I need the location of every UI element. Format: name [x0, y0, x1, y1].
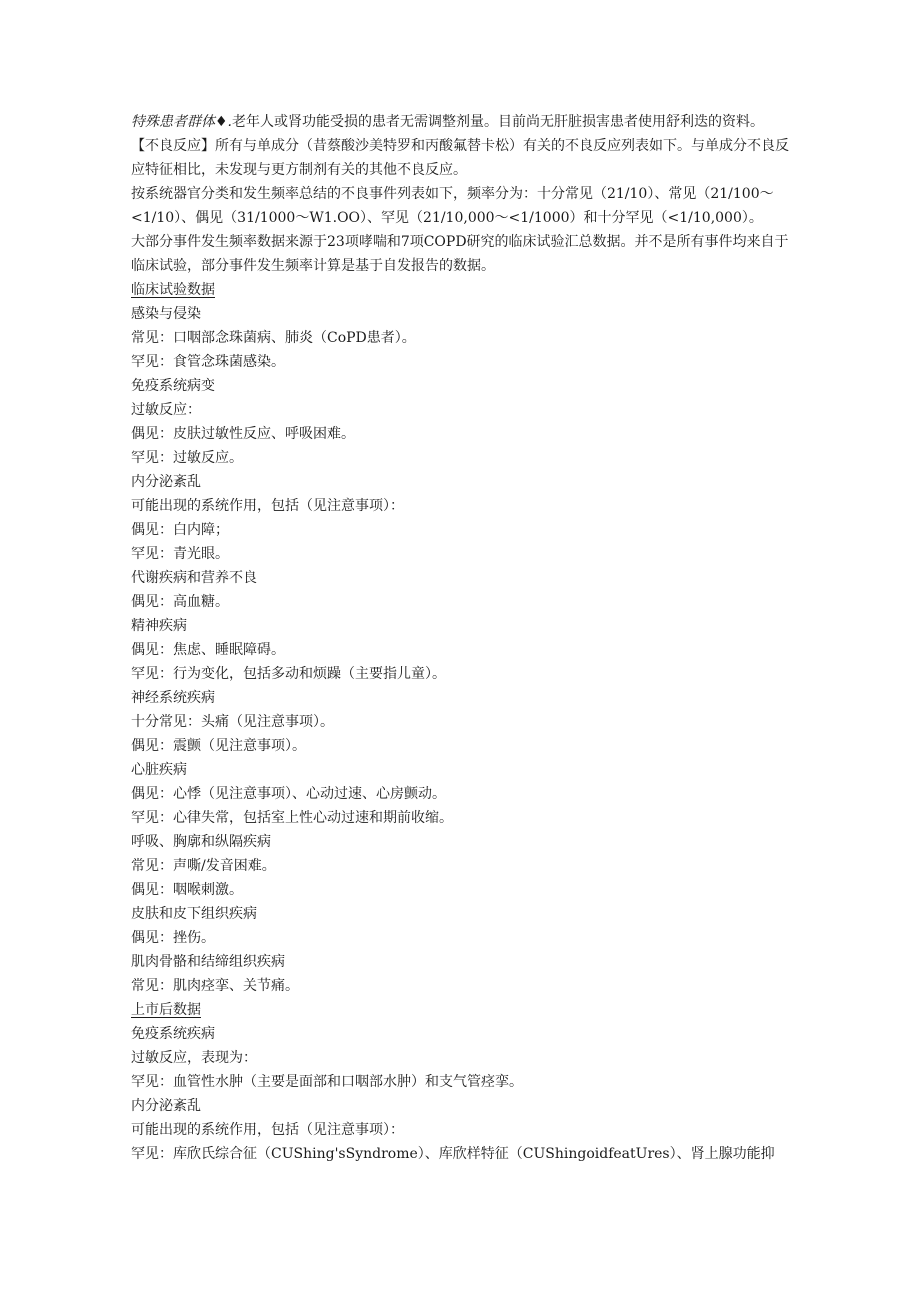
line-text: 可能出现的系统作用，包括（见注意事项）：: [131, 498, 404, 514]
text-line: [131, 926, 793, 950]
text-line: [131, 566, 793, 590]
text-line: [131, 1022, 793, 1046]
line-text: 大部分事件发生频率数据来源于23项哮喘和7项COPD研究的临床试验汇总数据。并不是所有事件均来自于临床试验，部分事件发生频率计算是基于自发报告的数据。: [131, 234, 789, 274]
line-text: 可能出现的系统作用，包括（见注意事项）：: [131, 1122, 404, 1138]
line-text: 精神疾病: [131, 618, 187, 634]
text-line: [131, 422, 793, 446]
line-text: 罕见：过敏反应。: [131, 450, 243, 466]
text-line: [131, 950, 793, 974]
text-line: [131, 398, 793, 422]
line-text: 偶见：咽喉刺激。: [131, 882, 243, 898]
line-text: 罕见：行为变化，包括多动和烦躁（主要指儿童）。: [131, 666, 446, 682]
line-text: 【不良反应】所有与单成分（昔蔡酸沙美特罗和丙酸氟替卡松）有关的不良反应列表如下。与单成分不良反应特征相比，未发现与更方制剂有关的其他不良反应。: [131, 138, 789, 178]
line-text: 罕见：心律失常，包括室上性心动过速和期前收缩。: [131, 810, 453, 826]
text-line: [131, 1142, 793, 1166]
line-text: 常见：声嘶/发音困难。: [131, 858, 276, 874]
line-text: 心脏疾病: [131, 762, 187, 778]
text-line: [131, 278, 793, 302]
line-text: 偶见：皮肤过敏性反应、呼吸困难。: [131, 426, 355, 442]
line-text: 肌肉骨骼和结缔组织疾病: [131, 954, 285, 970]
text-line: [131, 806, 793, 830]
line-text: 皮肤和皮下组织疾病: [131, 906, 257, 922]
text-line: [131, 758, 793, 782]
text-line: [131, 1118, 793, 1142]
document-lines: [131, 110, 793, 1166]
text-line: [131, 326, 793, 350]
text-line: [131, 614, 793, 638]
line-text: 常见：口咽部念珠菌病、肺炎（CoPD患者）。: [131, 330, 416, 346]
text-line: [131, 590, 793, 614]
line-text: 偶见：挫伤。: [131, 930, 215, 946]
line-text: 呼吸、胸廓和纵隔疾病: [131, 834, 271, 850]
line-text: 免疫系统疾病: [131, 1026, 215, 1042]
text-line: [131, 782, 793, 806]
line-text: 罕见：青光眼。: [131, 546, 229, 562]
text-line: [131, 878, 793, 902]
text-line: [131, 902, 793, 926]
line-text: 偶见：高血糖。: [131, 594, 229, 610]
text-line: [131, 1046, 793, 1070]
document-body: [131, 110, 793, 1166]
line-text: 十分常见：头痛（见注意事项）。: [131, 714, 334, 730]
text-line: [131, 710, 793, 734]
text-line: [131, 734, 793, 758]
text-line: [131, 518, 793, 542]
line-text: 过敏反应，表现为：: [131, 1050, 257, 1066]
line-text: 过敏反应：: [131, 402, 201, 418]
line-text: 代谢疾病和营养不良: [131, 570, 257, 586]
text-line: [131, 1070, 793, 1094]
line-text: 常见：肌肉痉挛、关节痛。: [131, 978, 299, 994]
text-line: [131, 470, 793, 494]
line-text: 按系统器官分类和发生频率总结的不良事件列表如下，频率分为：十分常见（21/10）、常见（21/100～<1/10）、偶见（31/1000～W1.OO）、罕见（21/10,000～<1/1000）和十分罕见（<1/10,000）。: [131, 186, 774, 226]
text-line: [131, 302, 793, 326]
text-line: [131, 638, 793, 662]
line-text: 罕见：库欣氏综合征（CUShing'sSyndrome）、库欣样特征（CUShingoidfeatUres）、肾上腺功能抑: [131, 1146, 775, 1162]
line-text: 内分泌紊乱: [131, 474, 201, 490]
line-text: 感染与侵染: [131, 306, 201, 322]
text-line: [131, 686, 793, 710]
text-line: [131, 974, 793, 998]
line-text: 罕见：食管念珠菌感染。: [131, 354, 285, 370]
text-line: [131, 374, 793, 398]
line-text: 罕见：血管性水肿（主要是面部和口咽部水肿）和支气管痉挛。: [131, 1074, 523, 1090]
line-text: 偶见：焦虑、睡眠障碍。: [131, 642, 285, 658]
text-line: [131, 1094, 793, 1118]
text-line: [131, 182, 793, 230]
text-line: [131, 542, 793, 566]
text-line: [131, 494, 793, 518]
section-heading: 临床试验数据: [131, 282, 215, 298]
text-line: [131, 446, 793, 470]
text-line: [131, 854, 793, 878]
text-line: [131, 134, 793, 182]
text-line: [131, 350, 793, 374]
lead-rest-text: 老年人或肾功能受损的患者无需调整剂量。目前尚无肝脏损害患者使用舒利迭的资料。: [232, 114, 765, 130]
line-text: 神经系统疾病: [131, 690, 215, 706]
text-line: [131, 998, 793, 1022]
line-text: 内分泌紊乱: [131, 1098, 201, 1114]
text-line: [131, 662, 793, 686]
text-line: [131, 830, 793, 854]
text-line: [131, 230, 793, 278]
text-line: [131, 110, 793, 134]
line-text: 免疫系统病变: [131, 378, 215, 394]
line-text: 偶见：白内障；: [131, 522, 229, 538]
section-heading: 上市后数据: [131, 1002, 201, 1018]
line-text: 偶见：震颤（见注意事项）。: [131, 738, 306, 754]
line-text: 偶见：心悸（见注意事项）、心动过速、心房颤动。: [131, 786, 446, 802]
lead-italic-text: 特殊患者群体♦.: [131, 114, 233, 130]
